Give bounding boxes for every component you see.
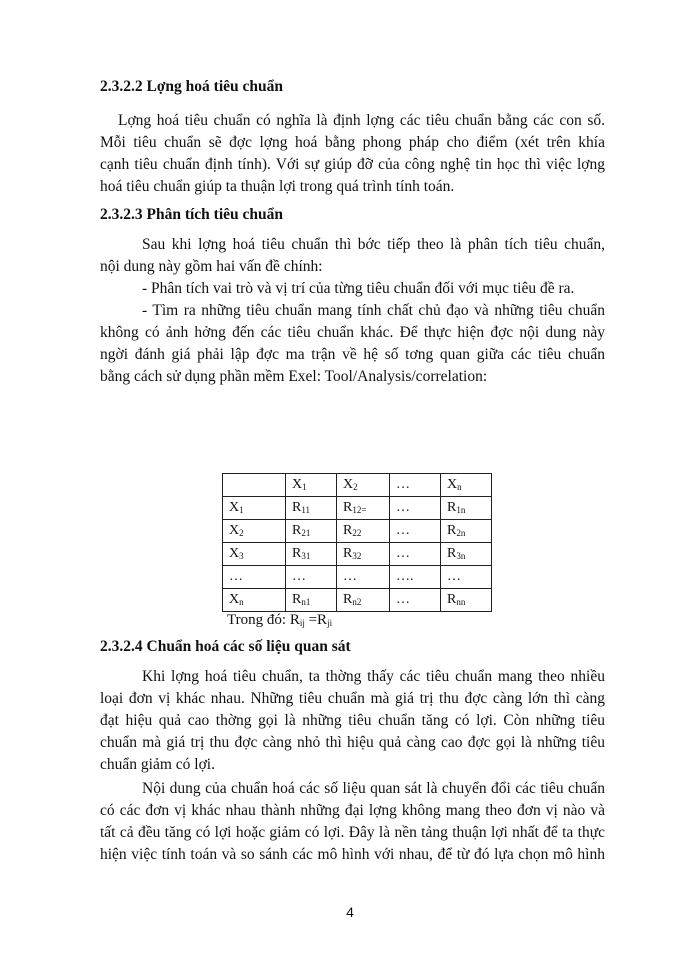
table-cell: $R_{n1}$	[286, 589, 337, 612]
text-line: chuẩn mà giá trị thu đợc càng nhỏ thì hiệu quả càng cao đợc gọi là những tiêu	[100, 734, 605, 751]
text-line: loại đơn vị khác nhau. Những tiêu chuẩn mà giá trị thu đợc càng lớn thì càng	[100, 690, 605, 707]
table-cell: $R_{1n}$	[441, 497, 492, 520]
text-line: ngời đánh giá phải lập đợc ma trận về hệ số tơng quan giữa các tiêu chuẩn	[100, 346, 605, 363]
table-row	[223, 497, 492, 520]
paragraph-normalize-1	[100, 666, 605, 776]
table-header-row	[223, 474, 492, 497]
correlation-matrix-table	[222, 473, 492, 612]
table-cell: $R_{3n}$	[441, 543, 492, 566]
paragraph-analyze-criteria	[100, 234, 605, 388]
table-row	[223, 543, 492, 566]
page-number: 4	[346, 904, 354, 920]
table-cell: $R_{2n}$	[441, 520, 492, 543]
text-line: Mỗi tiêu chuẩn sẽ đợc lợng hoá bằng phong pháp cho điểm (xét trên khía	[100, 134, 605, 151]
text-line: Sau khi lợng hoá tiêu chuẩn thì bớc tiếp theo là phân tích tiêu chuẩn,	[142, 236, 605, 253]
table-row	[223, 566, 492, 589]
table-note-formula: $R_{ij} =R_{ji}$	[289, 612, 333, 628]
table-cell: $X_n$	[223, 589, 286, 612]
text-line: - Phân tích vai trò và vị trí của từng tiêu chuẩn đối với mục tiêu đề ra.	[142, 280, 575, 297]
table-cell: …	[286, 566, 337, 589]
table-cell: …	[390, 589, 441, 612]
table-cell	[223, 474, 286, 497]
table-cell: $R_{12=}$	[337, 497, 390, 520]
section-heading-2-3-2-4: 2.3.2.4 Chuẩn hoá các số liệu quan sát	[100, 638, 351, 655]
paragraph-quantify-criteria	[100, 110, 605, 198]
table-cell: …	[223, 566, 286, 589]
table-cell: $X_1$	[286, 474, 337, 497]
table-cell: $R_{22}$	[337, 520, 390, 543]
text-line: - Tìm ra những tiêu chuẩn mang tính chất chủ đạo và những tiêu chuẩn	[142, 302, 605, 319]
table-cell: $R_{31}$	[286, 543, 337, 566]
paragraph-normalize-2	[100, 778, 605, 866]
table-note	[227, 612, 332, 629]
table-cell: …	[390, 520, 441, 543]
section-heading-2-3-2-3: 2.3.2.3 Phân tích tiêu chuẩn	[100, 206, 284, 223]
text-line: Khi lợng hoá tiêu chuẩn, ta thờng thấy các tiêu chuẩn mang theo nhiều	[142, 668, 605, 685]
table-row	[223, 520, 492, 543]
table-cell: $R_{n2}$	[337, 589, 390, 612]
section-heading-2-3-2-2: 2.3.2.2 Lợng hoá tiêu chuẩn	[100, 78, 283, 95]
table-cell: $R_{nn}$	[441, 589, 492, 612]
table-cell: $R_{21}$	[286, 520, 337, 543]
text-line: có các đơn vị khác nhau thành những đại lợng không mang theo đơn vị nào và	[100, 802, 605, 819]
table-cell: …	[337, 566, 390, 589]
table-cell: $R_{11}$	[286, 497, 337, 520]
table-cell: ….	[390, 566, 441, 589]
table-row	[223, 589, 492, 612]
table-cell: $X_2$	[223, 520, 286, 543]
table-cell: $X_2$	[337, 474, 390, 497]
text-line: Lợng hoá tiêu chuẩn có nghĩa là định lợng các tiêu chuẩn bằng các con số.	[118, 112, 605, 129]
text-line: cạnh tiêu chuẩn định tính). Với sự giúp đỡ của công nghệ tin học thì việc lợng	[100, 156, 605, 173]
text-line: tất cả đều tăng có lợi hoặc giảm có lợi. Đây là nền tảng thuận lợi nhất để ta thực	[100, 824, 605, 841]
text-line: đạt hiệu quả cao thờng gọi là những tiêu chuẩn tăng có lợi. Còn những tiêu	[100, 712, 605, 729]
table-cell: $X_3$	[223, 543, 286, 566]
table-cell: $X_1$	[223, 497, 286, 520]
table-cell: …	[390, 474, 441, 497]
table-cell: …	[390, 543, 441, 566]
text-line: hiện việc tính toán và so sánh các mô hình với nhau, để từ đó lựa chọn mô hình	[100, 846, 605, 863]
table-cell: …	[441, 566, 492, 589]
text-line: chuẩn giảm có lợi.	[100, 756, 215, 773]
text-line: hoá tiêu chuẩn giúp ta thuận lợi trong quá trình tính toán.	[100, 178, 455, 195]
table-note-prefix: Trong đó:	[227, 612, 290, 628]
text-line: bằng cách sử dụng phần mềm Exel: Tool/Analysis/correlation:	[100, 368, 488, 385]
table-cell: $R_{32}$	[337, 543, 390, 566]
text-line: nội dung này gồm hai vấn đề chính:	[100, 258, 323, 275]
table-cell: …	[390, 497, 441, 520]
text-line: Nội dung của chuẩn hoá các số liệu quan sát là chuyển đổi các tiêu chuẩn	[142, 780, 605, 797]
table-cell: $X_n$	[441, 474, 492, 497]
text-line: không có ảnh hởng đến các tiêu chuẩn khác. Để thực hiện đợc nội dung này	[100, 324, 605, 341]
